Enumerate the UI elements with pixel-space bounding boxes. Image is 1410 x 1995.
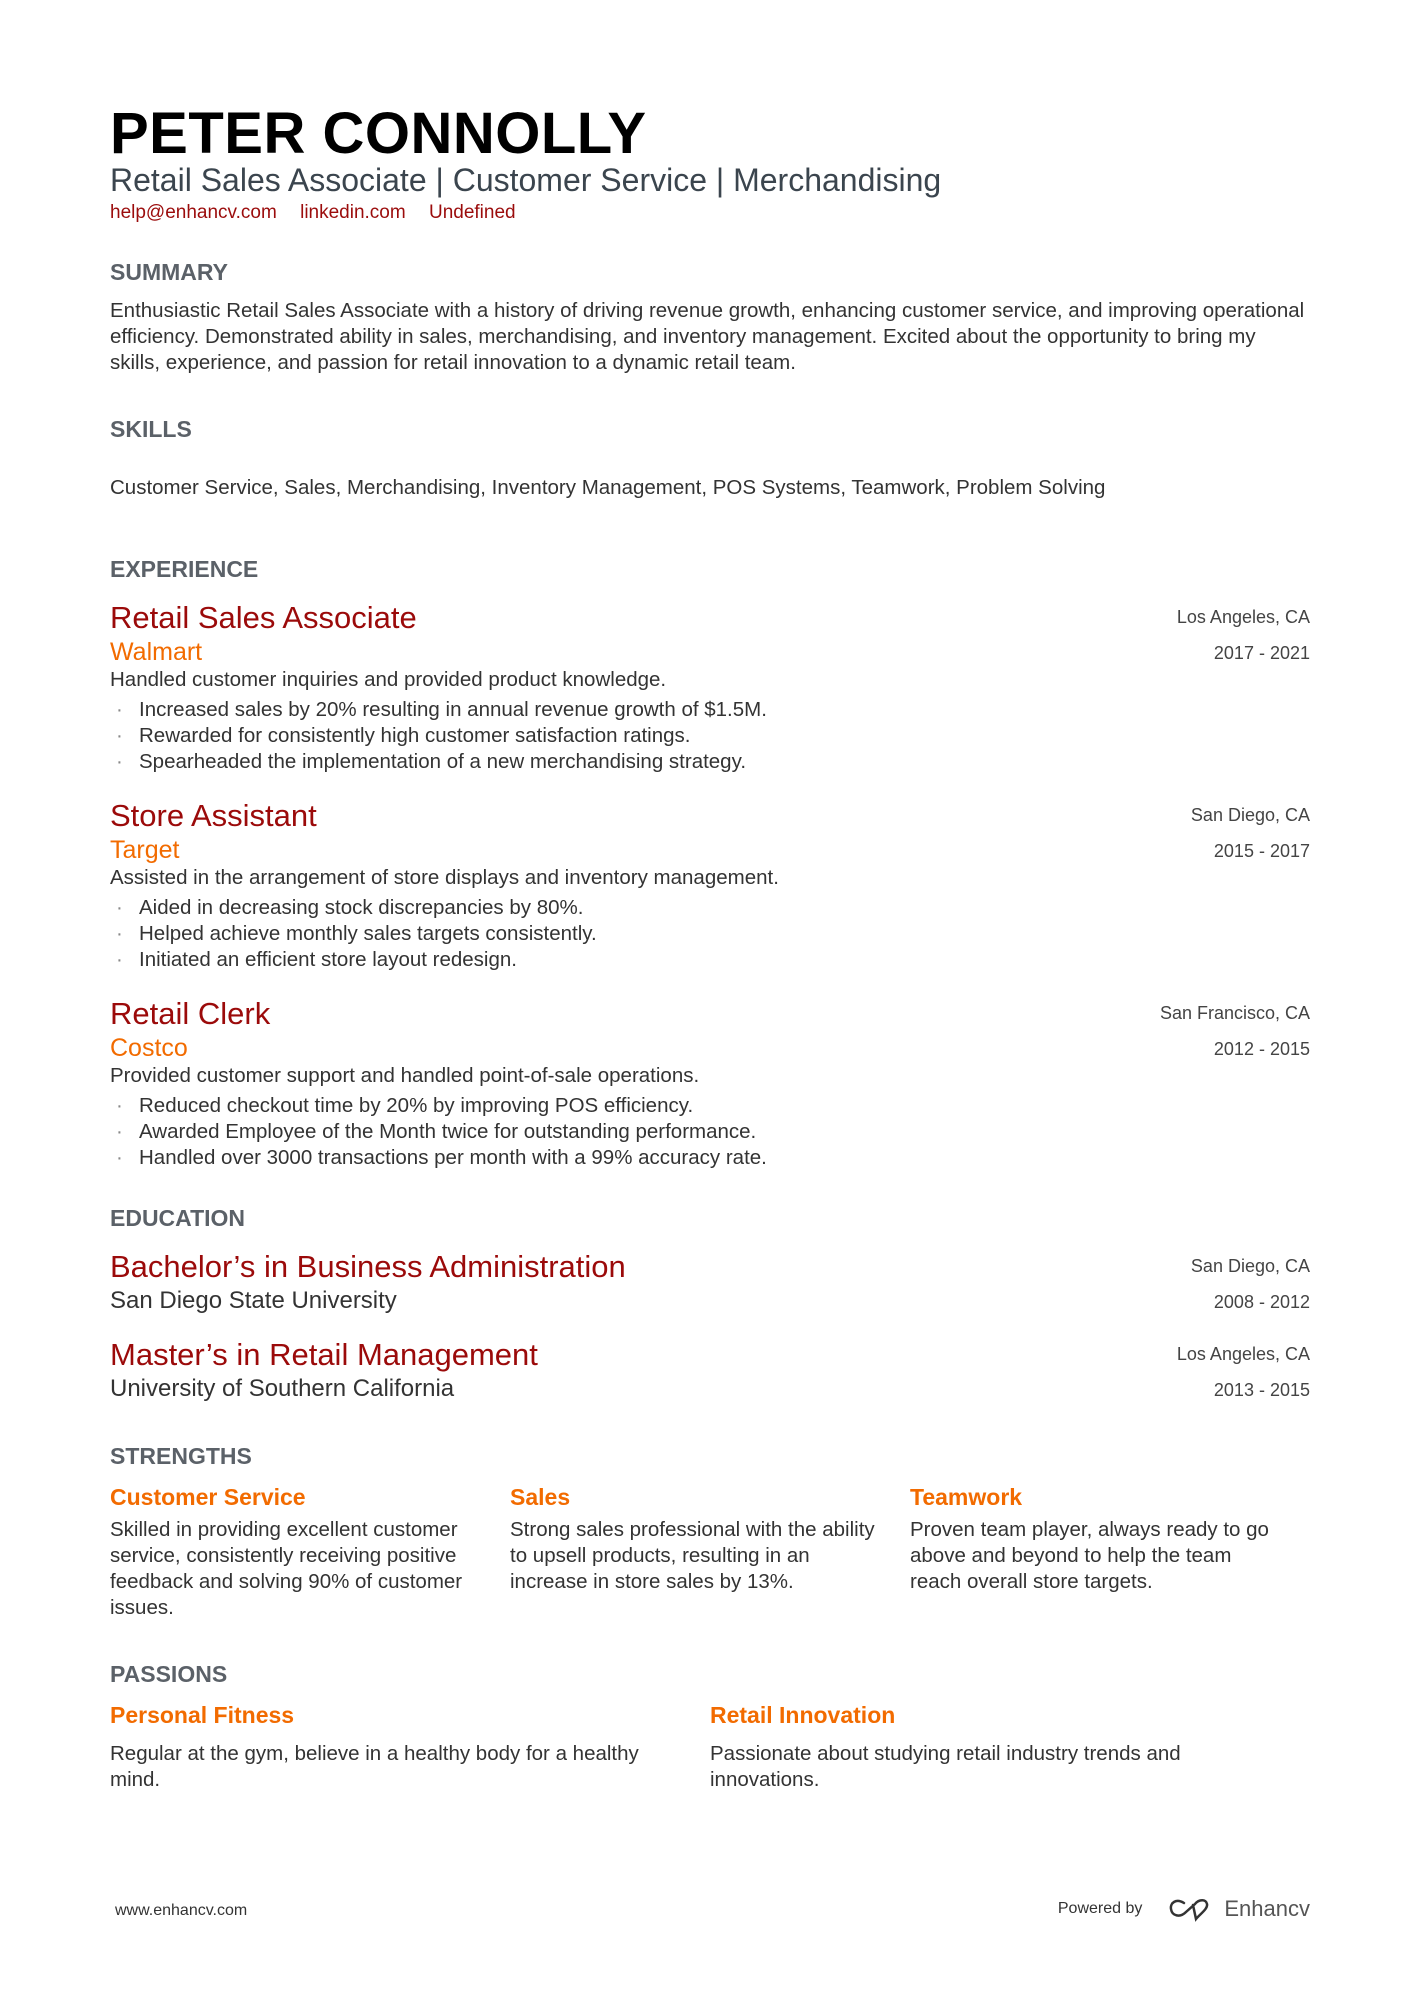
job-bullets xyxy=(110,697,1310,775)
education-meta xyxy=(1191,1248,1310,1320)
job-title: Retail Clerk xyxy=(110,996,271,1031)
powered-by xyxy=(1058,1896,1310,1922)
company-name: Costco xyxy=(110,1034,188,1062)
job-title: Store Assistant xyxy=(110,798,317,833)
degree-title: Bachelor’s in Business Administration xyxy=(110,1249,626,1284)
bullet-item: · Reduced checkout time by 20% by improving POS efficiency. xyxy=(110,1093,1310,1119)
strengths-title: Sales xyxy=(510,1484,571,1510)
summary-text: Enthusiastic Retail Sales Associate with a history of driving revenue growth, enhancing customer service, and improving operational efficiency. Demonstrated ability in sales, merchandising, and inventory management. Excited about the opportunity to bring my skills, experience, and passion for retail innovation to a dynamic retail team. xyxy=(110,299,1305,374)
section-heading: SKILLS xyxy=(110,416,192,442)
job-entry xyxy=(110,797,1310,973)
experience-section xyxy=(110,556,1310,1193)
bullet-item: · Awarded Employee of the Month twice for outstanding performance. xyxy=(110,1119,1310,1145)
enhancv-logo-icon xyxy=(1168,1896,1214,1922)
job-location: Los Angeles, CA xyxy=(1176,607,1310,627)
education-meta xyxy=(1177,1336,1310,1408)
education-section xyxy=(110,1205,1310,1424)
enhancv-wordmark: Enhancv xyxy=(1224,1896,1310,1921)
bullet-item: · Initiated an efficient store layout redesign. xyxy=(110,947,1310,973)
strengths-item xyxy=(510,1484,910,1621)
passions-title: Retail Innovation xyxy=(710,1702,896,1728)
contact-row xyxy=(110,202,1310,224)
job-description: Handled customer inquiries and provided product knowledge. xyxy=(110,668,667,691)
skills-section xyxy=(110,416,1310,501)
passions-item xyxy=(710,1702,1310,1793)
passions-text: Passionate about studying retail industry trends and innovations. xyxy=(710,1742,1181,1791)
degree-title: Master’s in Retail Management xyxy=(110,1337,538,1372)
job-title: Retail Sales Associate xyxy=(110,600,417,635)
bullet-item: · Aided in decreasing stock discrepancies by 80%. xyxy=(110,895,1310,921)
section-heading: PASSIONS xyxy=(110,1661,228,1687)
section-heading: STRENGTHS xyxy=(110,1443,252,1469)
job-dates: 2015 - 2017 xyxy=(1213,841,1310,861)
strengths-section xyxy=(110,1443,1310,1621)
strengths-text: Strong sales professional with the ability to upsell products, resulting in an increase in store sales by 13%. xyxy=(510,1518,875,1593)
job-location: San Francisco, CA xyxy=(1159,1003,1310,1023)
job-meta xyxy=(1177,599,1310,671)
location-text: Undefined xyxy=(428,202,516,223)
candidate-headline: Retail Sales Associate | Customer Service | Merchandising xyxy=(110,162,942,198)
education-entry xyxy=(110,1336,1310,1404)
email-link[interactable]: help@enhancv.com xyxy=(110,202,277,223)
job-meta xyxy=(1160,995,1310,1067)
job-entry xyxy=(110,995,1310,1171)
company-name: Walmart xyxy=(110,638,203,666)
job-description: Assisted in the arrangement of store displays and inventory management. xyxy=(110,866,779,889)
strengths-text: Proven team player, always ready to go above and beyond to help the team reach overall store targets. xyxy=(910,1518,1269,1593)
education-location: Los Angeles, CA xyxy=(1176,1344,1310,1364)
job-dates: 2017 - 2021 xyxy=(1213,643,1310,663)
school-name: San Diego State University xyxy=(110,1287,397,1314)
section-heading: EXPERIENCE xyxy=(110,556,259,582)
education-location: San Diego, CA xyxy=(1190,1256,1310,1276)
enhancv-logo xyxy=(1168,1896,1310,1922)
job-meta xyxy=(1191,797,1310,869)
strengths-item xyxy=(910,1484,1310,1621)
bullet-item: · Helped achieve monthly sales targets consistently. xyxy=(110,921,1310,947)
powered-by-label: Powered by xyxy=(1057,1900,1143,1917)
strengths-item xyxy=(110,1484,510,1621)
job-bullets xyxy=(110,1093,1310,1171)
summary-section xyxy=(110,259,1310,376)
job-entry xyxy=(110,599,1310,775)
section-heading: EDUCATION xyxy=(110,1205,246,1231)
passions-section xyxy=(110,1661,1310,1793)
linkedin-link[interactable]: linkedin.com xyxy=(300,202,406,223)
education-entry xyxy=(110,1248,1310,1316)
job-dates: 2012 - 2015 xyxy=(1213,1039,1310,1059)
bullet-item: · Spearheaded the implementation of a new merchandising strategy. xyxy=(110,749,1310,775)
school-name: University of Southern California xyxy=(110,1375,455,1402)
section-heading: SUMMARY xyxy=(110,259,228,285)
passions-text: Regular at the gym, believe in a healthy body for a healthy mind. xyxy=(110,1742,639,1791)
skills-text: Customer Service, Sales, Merchandising, Inventory Management, POS Systems, Teamwork, Problem Solving xyxy=(110,476,1106,499)
job-bullets xyxy=(110,895,1310,973)
strengths-title: Customer Service xyxy=(110,1484,306,1510)
strengths-text: Skilled in providing excellent customer service, consistently receiving positive feedback and solving 90% of customer issues. xyxy=(110,1518,463,1619)
website-link[interactable]: www.enhancv.com xyxy=(115,1902,248,1919)
bullet-item: · Rewarded for consistently high customer satisfaction ratings. xyxy=(110,723,1310,749)
education-dates: 2008 - 2012 xyxy=(1213,1292,1310,1312)
job-location: San Diego, CA xyxy=(1190,805,1310,825)
strengths-title: Teamwork xyxy=(910,1484,1023,1510)
passions-item xyxy=(110,1702,710,1793)
company-name: Target xyxy=(110,836,180,864)
candidate-name: PETER CONNOLLY xyxy=(110,101,647,166)
bullet-item: · Increased sales by 20% resulting in annual revenue growth of $1.5M. xyxy=(110,697,1310,723)
job-description: Provided customer support and handled point-of-sale operations. xyxy=(110,1064,700,1087)
bullet-item: · Handled over 3000 transactions per month with a 99% accuracy rate. xyxy=(110,1145,1310,1171)
education-dates: 2013 - 2015 xyxy=(1213,1380,1310,1400)
passions-title: Personal Fitness xyxy=(110,1702,295,1728)
